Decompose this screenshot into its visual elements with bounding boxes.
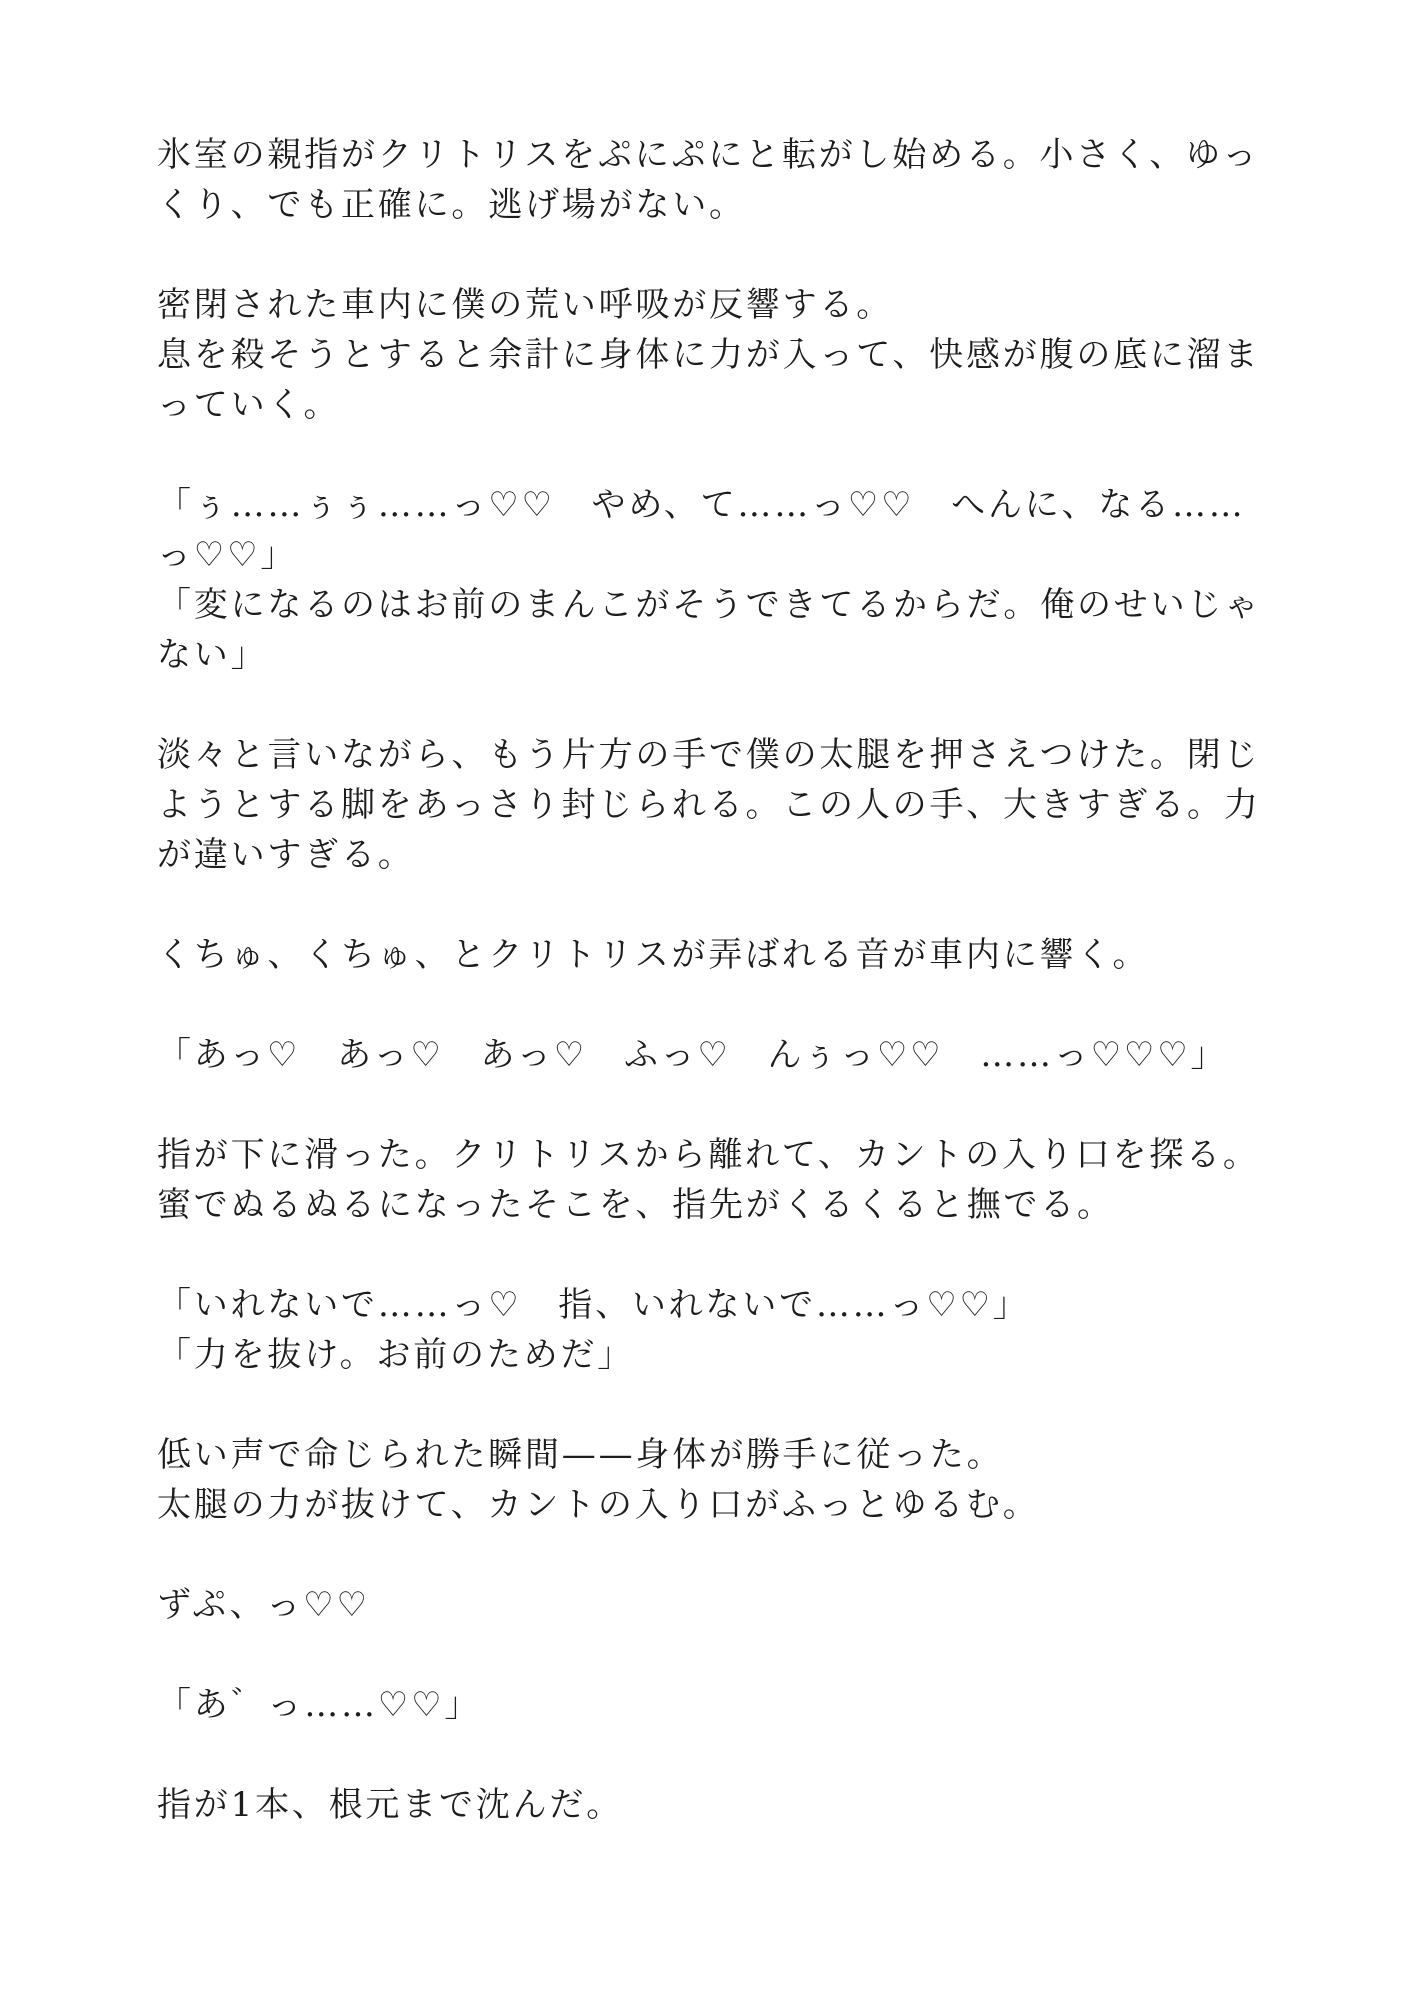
text-line: 「あ゛っ……♡♡」: [157, 1685, 482, 1725]
paragraph: [157, 1130, 1275, 1230]
paragraph: [157, 1780, 1275, 1830]
text-line: 「いれないで……っ♡ 指、いれないで……っ♡♡」: [157, 1285, 1030, 1325]
text-line: ずぷ、っ♡♡: [157, 1585, 370, 1625]
paragraph: [157, 130, 1275, 230]
text-line: 密閉された車内に僕の荒い呼吸が反響する。: [157, 285, 893, 325]
text-line: 蜜でぬるぬるになったそこを、指先がくるくると撫でる。: [157, 1185, 1114, 1225]
paragraph: [157, 1030, 1275, 1080]
paragraph: [157, 1280, 1275, 1380]
paragraph: [157, 1430, 1275, 1530]
text-line: っていく。: [157, 385, 341, 425]
text-line: が違いすぎる。: [157, 835, 415, 875]
text-line: ようとする脚をあっさり封じられる。この人の手、大きすぎる。力: [157, 785, 1261, 825]
text-line: 「ぅ……ぅぅ……っ♡♡ やめ、て……っ♡♡ へんに、なる……: [157, 485, 1246, 525]
text-line: 指が1本、根元まで沈んだ。: [157, 1785, 624, 1825]
text-line: 指が下に滑った。クリトリスから離れて、カントの入り口を探る。: [157, 1135, 1260, 1175]
text-line: 氷室の親指がクリトリスをぷにぷにと転がし始める。小さく、ゆっ: [157, 135, 1260, 175]
text-line: ない」: [157, 635, 268, 675]
text-line: 「変になるのはお前のまんこがそうできてるからだ。俺のせいじゃ: [157, 585, 1261, 625]
paragraph: [157, 480, 1275, 680]
text-line: っ♡♡」: [157, 535, 298, 575]
paragraph: [157, 930, 1275, 980]
text-line: くちゅ、くちゅ、とクリトリスが弄ばれる音が車内に響く。: [157, 935, 1150, 975]
text-line: 低い声で命じられた瞬間——身体が勝手に従った。: [157, 1435, 1004, 1475]
text-line: 淡々と言いながら、もう片方の手で僕の太腿を押さえつけた。閉じ: [157, 735, 1261, 775]
paragraph: [157, 730, 1275, 880]
text-line: 息を殺そうとすると余計に身体に力が入って、快感が腹の底に溜ま: [157, 335, 1261, 375]
paragraph: [157, 1580, 1275, 1630]
text-line: 「力を抜け。お前のためだ」: [157, 1335, 635, 1375]
paragraph: [157, 280, 1275, 430]
text-line: 太腿の力が抜けて、カントの入り口がふっとゆるむ。: [157, 1485, 1040, 1525]
paragraph: [157, 1680, 1275, 1730]
text-line: くり、でも正確に。逃げ場がない。: [157, 185, 746, 225]
text-line: 「あっ♡ あっ♡ あっ♡ ふっ♡ んぅっ♡♡ ……っ♡♡♡」: [157, 1035, 1228, 1075]
